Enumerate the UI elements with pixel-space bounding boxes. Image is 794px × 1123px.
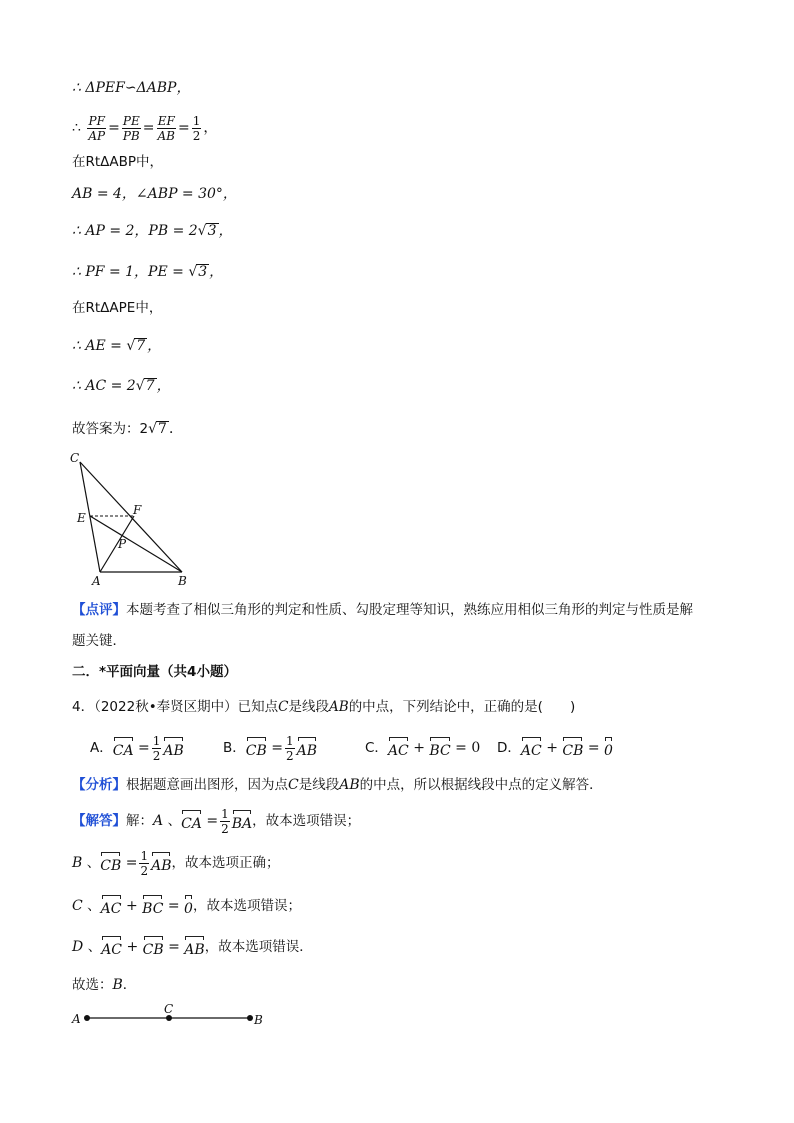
comma: ，	[203, 120, 218, 136]
label-a: A	[92, 574, 101, 588]
analysis-tag: 【分析】	[72, 777, 126, 793]
comma: ，	[147, 338, 162, 354]
radicand: 7	[145, 378, 155, 394]
text: 的中点，所以根据线段中点的定义解答．	[359, 777, 603, 793]
answer-line: 故答案为：2√7 ．	[72, 421, 183, 437]
equals: =	[108, 120, 120, 136]
label-b: B	[178, 574, 187, 588]
option-c	[365, 730, 480, 766]
option-label: D．	[497, 740, 521, 756]
segment-ab: AB	[339, 777, 360, 793]
vector-ab: AB	[151, 850, 171, 876]
text: 题关键．	[72, 633, 126, 649]
zero-vector: 0	[604, 735, 613, 761]
text: 的中点，下列结论中，正确的是( )	[348, 699, 576, 715]
zero-vector: 0	[184, 893, 193, 919]
solution-tag: 【解答】	[72, 813, 126, 829]
fraction: $\frac{1}{2}$	[152, 733, 161, 763]
option-a	[90, 730, 184, 766]
text: ，故本选项错误．	[204, 939, 313, 955]
equals: =	[455, 740, 467, 756]
vector-bc: BC	[429, 735, 450, 761]
fraction: $\frac{1}{2}$	[192, 113, 201, 143]
fraction: $\frac{1}{2}$	[140, 848, 149, 878]
therefore: ∴	[72, 120, 81, 136]
period: ．	[122, 977, 137, 993]
plus: +	[125, 898, 138, 914]
pf-pe-line: ∴ PF = 1，PE = √3 ，	[72, 264, 224, 280]
comma: ，	[156, 378, 171, 394]
separator: 、	[87, 939, 102, 955]
separator: 、	[167, 813, 182, 829]
radicand: 3	[198, 264, 208, 280]
point-c: C	[278, 699, 289, 715]
option-d	[497, 730, 613, 766]
text: ，故本选项正确；	[171, 855, 280, 871]
equals: =	[177, 120, 190, 136]
vector-cb: CB	[562, 735, 583, 761]
separator: 、	[86, 855, 101, 871]
vector-cb: CB	[246, 735, 267, 761]
segment-ab: AB	[329, 699, 349, 715]
fraction: $\frac{1}{2}$	[221, 806, 229, 836]
text: 在RtΔABP中，	[72, 154, 164, 170]
vector-ac: AC	[101, 893, 122, 919]
segment-cb	[80, 462, 182, 572]
comma: ，	[209, 264, 224, 280]
text: ∴ AE =	[72, 338, 127, 354]
text: ∴ AC = 2	[72, 378, 136, 394]
segment-eb	[90, 516, 182, 572]
option-label: B．	[223, 740, 246, 756]
text: 解：	[126, 813, 153, 829]
vector-ab: AB	[163, 735, 183, 761]
analysis-line	[72, 775, 603, 795]
equals: =	[587, 740, 600, 756]
label-p: P	[118, 537, 127, 551]
label-c: C	[164, 1002, 174, 1016]
triangle-figure	[64, 448, 204, 593]
equals: =	[167, 898, 180, 914]
option-label: C．	[365, 740, 388, 756]
solution-line-1	[72, 803, 360, 839]
solution-line-3	[72, 891, 301, 921]
text: 是线段	[288, 699, 330, 715]
plus: +	[413, 740, 425, 756]
similar-triangles-line	[72, 78, 190, 98]
text: ∴ PF = 1，PE =	[72, 264, 189, 280]
vector-cb: CB	[143, 934, 164, 960]
option-c-ref: C	[72, 898, 83, 914]
vector-ca: CA	[113, 735, 134, 761]
segment-figure	[66, 1000, 276, 1032]
section-heading	[72, 662, 237, 682]
rt-ape-line	[72, 298, 162, 318]
solution-line-2	[72, 845, 279, 881]
option-b	[223, 730, 317, 766]
radicand: 7	[158, 421, 167, 437]
fraction: $\frac{PF}{AP}$	[88, 113, 106, 143]
option-b-ref: B	[72, 855, 83, 871]
equals: =	[142, 120, 155, 136]
text: ∴ ΔPEF∽ΔABP，	[72, 80, 191, 96]
plus: +	[126, 939, 139, 955]
text: 故答案为：2	[72, 421, 149, 437]
vector-ca: CA	[181, 808, 202, 834]
label-f: F	[133, 503, 142, 517]
option-d-ref: D	[72, 939, 84, 955]
vector-ac: AC	[388, 735, 409, 761]
comment-line-1	[72, 600, 693, 620]
separator: 、	[87, 898, 101, 914]
text: 本题考查了相似三角形的判定和性质、勾股定理等知识，熟练应用相似三角形的判定与性质是解	[126, 602, 693, 618]
ap-pb-line: ∴ AP = 2，PB = 2√3 ，	[72, 223, 233, 239]
equals: =	[206, 813, 219, 829]
option-a-ref: A	[153, 813, 164, 829]
text: ，故本选项错误；	[252, 813, 361, 829]
text: AB = 4，∠ABP = 30°，	[72, 186, 237, 202]
vector-ab: AB	[297, 735, 317, 761]
text: 根据题意画出图形，因为点	[126, 777, 288, 793]
point-a-dot	[84, 1015, 90, 1021]
segment-af	[100, 516, 134, 572]
text: 二．*平面向量（共4小题）	[72, 664, 237, 680]
solution-line-4	[72, 932, 313, 962]
radicand: 7	[136, 338, 146, 354]
ratio-line	[72, 108, 217, 148]
equals: =	[168, 939, 180, 955]
label-b: B	[254, 1013, 263, 1027]
question-stem	[72, 697, 575, 717]
plus: +	[546, 740, 558, 756]
answer-b: B	[112, 977, 123, 993]
label-c: C	[70, 451, 80, 465]
equals: =	[125, 855, 138, 871]
option-label: A．	[90, 740, 113, 756]
fraction: $\frac{PE}{PB}$	[122, 113, 140, 143]
rt-abp-line	[72, 152, 163, 172]
vector-ba: BA	[232, 808, 252, 834]
vector-cb: CB	[100, 850, 121, 876]
equals: =	[271, 740, 283, 756]
text: 是线段	[298, 777, 340, 793]
comment-tag: 【点评】	[72, 602, 126, 618]
text: 在RtΔAPE中，	[72, 300, 163, 316]
ac-line: ∴ AC = 2√7 ，	[72, 378, 171, 394]
label-a: A	[72, 1012, 81, 1026]
zero: 0	[471, 740, 481, 756]
point-c: C	[288, 777, 299, 793]
text: ，故本选项错误；	[192, 898, 301, 914]
fraction: $\frac{EF}{AB}$	[157, 113, 175, 143]
vector-ac: AC	[101, 934, 122, 960]
vector-ac: AC	[521, 735, 542, 761]
vector-ab: AB	[184, 934, 204, 960]
text: 故选：	[72, 977, 113, 993]
period: ．	[168, 421, 183, 437]
label-e: E	[77, 511, 86, 525]
comment-line-2	[72, 631, 126, 651]
radicand: 3	[207, 223, 217, 239]
comma: ，	[218, 223, 233, 239]
ae-line: ∴ AE = √7 ，	[72, 338, 162, 354]
equals: =	[138, 740, 150, 756]
fraction: $\frac{1}{2}$	[285, 733, 294, 763]
choose-line	[72, 975, 136, 995]
vector-bc: BC	[142, 893, 163, 919]
text: ∴ AP = 2，PB = 2	[72, 223, 198, 239]
text: 4．（2022秋•奉贤区期中）已知点	[72, 699, 279, 715]
point-b-dot	[247, 1015, 253, 1021]
ab-angle-line	[72, 184, 237, 204]
